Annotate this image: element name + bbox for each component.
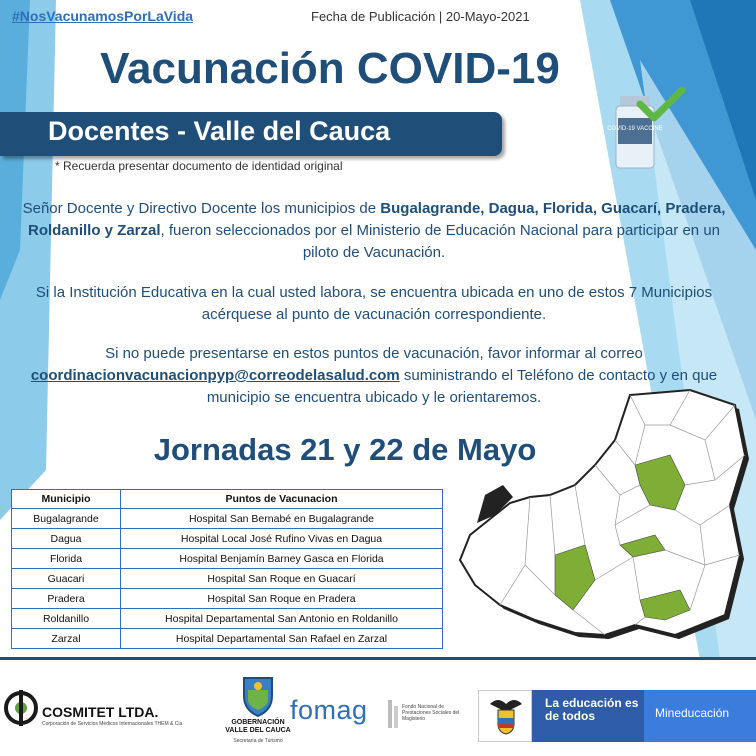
table-row [12,609,443,629]
p1-outro: , fueron seleccionados por el Ministerio de Educación Nacional para participar en un piloto de Vacunación. [160,222,721,261]
cell-punto: Hospital San Roque en Guacarí [121,569,443,589]
header-municipio: Municipio [12,490,121,509]
table-row [12,589,443,609]
banner-title: Docentes - Valle del Cauca [48,116,391,146]
cell-municipio: Dagua [12,529,121,549]
jornadas-heading: Jornadas 21 y 22 de Mayo [153,432,537,467]
page-title: Vacunación COVID-19 [100,44,560,93]
cell-municipio: Bugalagrande [12,509,121,529]
cell-punto: Hospital Local José Rufino Vivas en Dagua [121,529,443,549]
table-row [12,569,443,589]
paragraph-municipios [10,198,738,264]
p3-outro: suministrando el Teléfono de contacto y en que municipio se encuentra ubicado y le orientaremos. [206,367,718,406]
table-row [12,529,443,549]
cell-punto: Hospital San Bernabé en Bugalagrande [121,509,443,529]
cell-municipio: Zarzal [12,629,121,649]
cosmitet-name: COSMITET LTDA. [42,704,159,720]
id-document-note: * Recuerda presentar documento de identidad original [55,159,343,173]
p1-intro: Señor Docente y Directivo Docente los municipios de [22,200,381,217]
fondo-mark-icon [388,700,400,728]
cosmitet-subtitle: Corporación de Servicios Médicos Internacionales THEM & Cia [42,721,183,727]
cell-municipio: Roldanillo [12,609,121,629]
table-header-row [12,490,443,509]
publication-date: Fecha de Publicación | 20-Mayo-2021 [311,9,530,24]
cell-punto: Hospital Benjamín Barney Gasca en Florida [121,549,443,569]
gobernacion-name: GOBERNACIÓN VALLE DEL CAUCA [225,719,291,734]
cell-punto: Hospital San Roque en Pradera [121,589,443,609]
valle-del-cauca-map [455,385,756,657]
table-row [12,549,443,569]
gobernacion-shield-icon [238,674,278,718]
educacion-slogan: La educación es de todos [545,696,639,723]
cell-punto: Hospital Departamental San Antonio en Roldanillo [121,609,443,629]
fondo-nacional-text: Fondo Nacional de Prestaciones Sociales del Magisterio [402,704,460,722]
table-row [12,629,443,649]
header-puntos: Puntos de Vacunacion [121,490,443,509]
mineducacion-label: Mineducación [655,706,730,720]
cell-punto: Hospital Departamental San Rafael en Zarzal [121,629,443,649]
fomag-logo: fomag [290,695,368,725]
colombia-coat-of-arms-icon [486,694,526,738]
vaccination-table [11,489,443,649]
p1-municipios: Bugalagrande, Dagua, Florida, Guacarí, Pradera, Roldanillo y Zarzal [27,200,726,239]
vaccine-vial-icon [606,86,686,170]
p3-intro: Si no puede presentarse en estos puntos de vacunación, favor informar al correo [105,345,643,362]
paragraph-institution: Si la Institución Educativa en la cual usted labora, se encuentra ubicada en uno de estos 7 Municipios acérquese al punto de vacunación correspondiente. [35,284,713,323]
table-row [12,509,443,529]
cell-municipio: Pradera [12,589,121,609]
gobernacion-subtitle: Secretaría de Turismo [233,738,283,744]
vaccine-label: COVID-19 VACCINE [607,126,663,132]
cell-municipio: Guacari [12,569,121,589]
email-link[interactable]: coordinacionvacunacionpyp@correodelasalud.com [30,367,400,384]
cell-municipio: Florida [12,549,121,569]
cosmitet-logo-icon [2,686,40,730]
hashtag-link[interactable]: #NosVacunamosPorLaVida [12,8,194,24]
